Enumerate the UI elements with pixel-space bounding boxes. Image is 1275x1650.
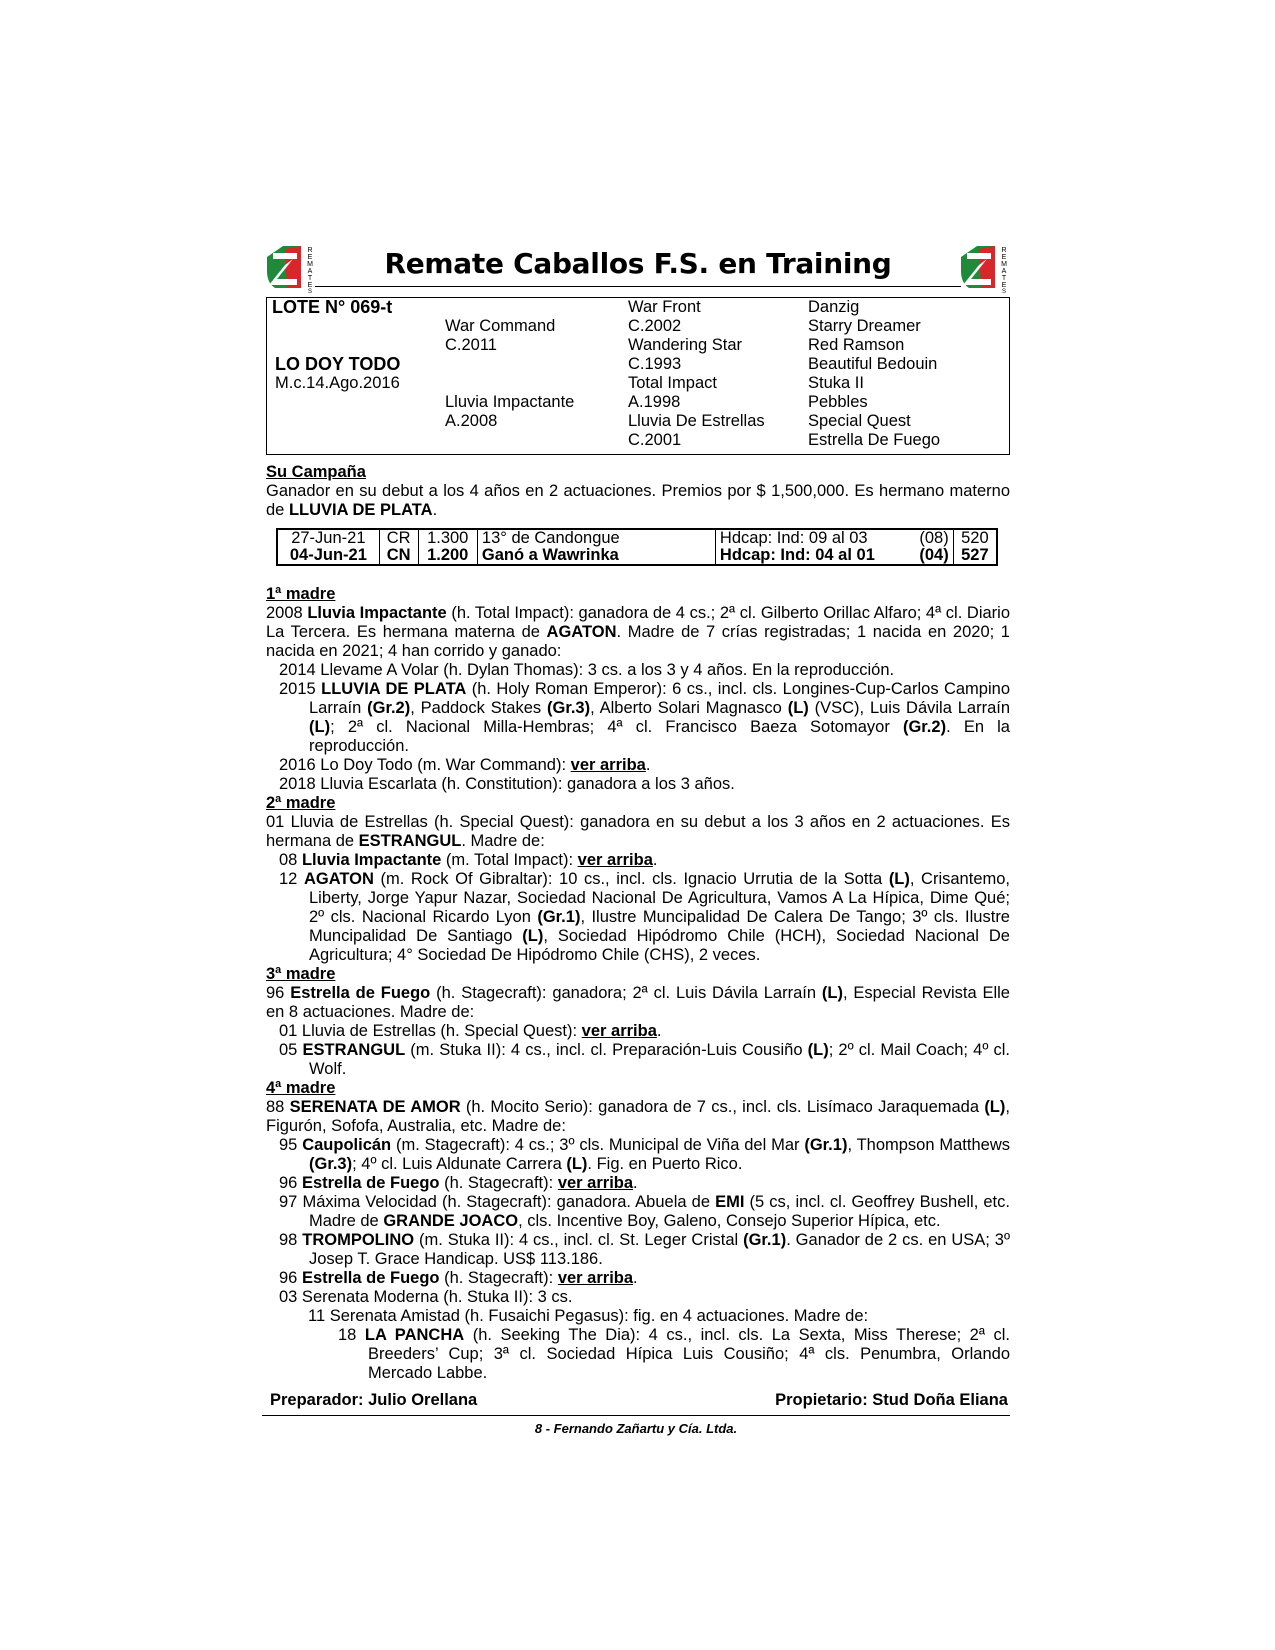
pedigree-cell: Red Ramson: [808, 336, 905, 354]
svg-text:R: R: [1001, 247, 1007, 254]
pedigree-cell: C.1993: [628, 355, 682, 373]
list-item: 2014 Llevame A Volar (h. Dylan Thomas): 3 cs. a los 3 y 4 años. En la reproducción.: [279, 661, 895, 679]
page-header: [265, 243, 1011, 295]
lot-description: [266, 463, 1010, 1383]
pedigree-col-horse: [272, 298, 400, 393]
trainer: Preparador: Julio Orellana: [270, 1391, 478, 1409]
pedigree-cell: C.2001: [628, 431, 682, 449]
pedigree-col-great-grandparents: [808, 298, 940, 450]
svg-text:T: T: [1001, 275, 1007, 282]
list-item: 2016 Lo Doy Todo (m. War Command): ver arriba.: [279, 756, 651, 774]
pedigree-cell: Danzig: [808, 298, 860, 316]
list-item: 05 ESTRANGUL (m. Stuka II): 4 cs., incl. cl. Preparación-Luis Cousiño (L); 2º cl. Mail Coach; 4º cl. Wolf.: [279, 1041, 1010, 1078]
svg-text:S: S: [1001, 289, 1007, 295]
list-item: 08 Lluvia Impactante (m. Total Impact): ver arriba.: [279, 851, 658, 869]
campaign-text: Ganador en su debut a los 4 años en 2 actuaciones. Premios por $ 1,500,000. Es hermano materno de LLUVIA DE PLATA.: [266, 482, 1010, 519]
pedigree-cell: Pebbles: [808, 393, 868, 411]
dam-info: A.2008: [445, 412, 498, 430]
list-item: 98 TROMPOLINO (m. Stuka II): 4 cs., incl. cl. St. Leger Cristal (Gr.1). Ganador de 2 cs. en USA; 3º Josep T. Grace Handicap. US$ 113.186.: [279, 1231, 1010, 1268]
list-item: 12 AGATON (m. Rock Of Gibraltar): 10 cs., incl. cls. Ignacio Urrutia de la Sotta (L), Crisantemo, Liberty, Jorge Yapur Nazar, Sociedad Nacional De Agricultura, Vamos A La Hípica, Dime Qué; 2º cls. Nacional Ricardo Lyon (Gr.1), Ilustre Muncipalidad De Calera De Tango; 3º cls. Ilustre Muncipalidad De Santiago (L), Sociedad Hipódromo Chile (HCH), Sociedad Nacional De Agricultura; 4° Sociedad De Hipódromo Chile (CHS), 2 veces.: [279, 870, 1010, 964]
dam-2-heading: 2ª madre: [266, 794, 336, 812]
list-item: 95 Caupolicán (m. Stagecraft): 4 cs.; 3º cls. Municipal de Viña del Mar (Gr.1), Thompson Matthews (Gr.3); 4º cl. Luis Aldunate Carrera (L). Fig. en Puerto Rico.: [279, 1136, 1010, 1173]
table-row: 04-Jun-21 CN 1.200 Ganó a Wawrinka Hdcap: Ind: 04 al 01 (04) 527: [277, 547, 997, 565]
pedigree-col-grandparents: [628, 298, 765, 450]
svg-text:A: A: [307, 268, 313, 275]
pedigree-cell: Beautiful Bedouin: [808, 355, 938, 373]
svg-text:T: T: [307, 275, 313, 282]
dam-2-intro: 01 Lluvia de Estrellas (h. Special Quest): ganadora en su debut a los 3 años en 2 actuaciones. Es hermana de ESTRANGUL. Madre de:: [266, 813, 1010, 850]
svg-text:R: R: [307, 247, 313, 254]
pedigree-cell: Estrella De Fuego: [808, 431, 941, 449]
ver-arriba-link[interactable]: ver arriba: [570, 756, 646, 774]
svg-text:M: M: [307, 261, 313, 268]
campaign-heading: Su Campaña: [266, 463, 366, 481]
dam-3-heading: 3ª madre: [266, 965, 336, 983]
dam-4-intro: 88 SERENATA DE AMOR (h. Mocito Serio): ganadora de 7 cs., incl. cls. Lisímaco Jaraquemada (L), Figurón, Sofofa, Australia, etc. Madre de:: [266, 1098, 1010, 1135]
remates-logo-right: [959, 243, 1011, 295]
sire-info: C.2011: [445, 336, 497, 354]
campaign-table: [276, 528, 998, 566]
page-footer: 8 - Fernando Zañartu y Cía. Ltda.: [534, 1421, 738, 1436]
footer-rule: [262, 1415, 1010, 1416]
page-title: Remate Caballos F.S. en Training: [384, 247, 892, 280]
svg-text:M: M: [1001, 261, 1007, 268]
remates-logo: [265, 243, 317, 295]
pedigree-cell: Starry Dreamer: [808, 317, 921, 335]
pedigree-cell: C.2002: [628, 317, 682, 335]
footer-credits: [270, 1391, 1008, 1410]
svg-text:A: A: [1001, 268, 1007, 275]
svg-text:E: E: [1001, 254, 1007, 261]
svg-text:E: E: [307, 282, 313, 289]
dam-4-heading: 4ª madre: [266, 1079, 336, 1097]
owner: Propietario: Stud Doña Eliana: [775, 1391, 1008, 1409]
pedigree-box: [266, 297, 1010, 455]
pedigree-cell: Stuka II: [808, 374, 864, 392]
ver-arriba-link[interactable]: ver arriba: [581, 1022, 657, 1040]
sire-name: War Command: [445, 317, 556, 335]
list-item: 18 LA PANCHA (h. Seeking The Dia): 4 cs., incl. cls. La Sexta, Miss Therese; 2ª cl. Breeders’ Cup; 3ª cl. Sociedad Hípica Luis Cousiño; 4ª cls. Penumbra, Orlando Mercado Labbe.: [338, 1326, 1010, 1382]
ver-arriba-link[interactable]: ver arriba: [557, 1174, 634, 1192]
title-rule: [315, 286, 961, 287]
ver-arriba-link[interactable]: ver arriba: [577, 851, 653, 869]
list-item: 03 Serenata Moderna (h. Stuka II): 3 cs.: [279, 1288, 573, 1306]
pedigree-cell: Total Impact: [628, 374, 717, 392]
svg-text:E: E: [1001, 282, 1007, 289]
pedigree-cell: Special Quest: [808, 412, 911, 430]
list-item: 11 Serenata Amistad (h. Fusaichi Pegasus): fig. en 4 actuaciones. Madre de:: [308, 1307, 869, 1325]
pedigree-col-parents: [445, 298, 574, 431]
dam-3-intro: 96 Estrella de Fuego (h. Stagecraft): ganadora; 2ª cl. Luis Dávila Larraín (L), Especial Revista Elle en 8 actuaciones. Madre de:: [266, 984, 1010, 1021]
ver-arriba-link[interactable]: ver arriba: [557, 1269, 634, 1287]
table-row: 27-Jun-21 CR 1.300 13° de Candongue Hdcap: Ind: 09 al 03 (08) 520: [277, 529, 997, 547]
lot-number: LOTE N° 069-t: [272, 297, 393, 317]
horse-name: LO DOY TODO: [275, 354, 401, 374]
list-item: 01 Lluvia de Estrellas (h. Special Quest): ver arriba.: [279, 1022, 662, 1040]
list-item: 96 Estrella de Fuego (h. Stagecraft): ver arriba.: [279, 1174, 638, 1192]
pedigree-cell: A.1998: [628, 393, 681, 411]
list-item: 97 Máxima Velocidad (h. Stagecraft): ganadora. Abuela de EMI (5 cs, incl. cl. Geoffrey Bushell, etc. Madre de GRANDE JOACO, cls. Incentive Boy, Galeno, Consejo Superior Hípica, etc.: [279, 1193, 1010, 1230]
horse-info: M.c.14.Ago.2016: [275, 374, 400, 392]
list-item: 2015 LLUVIA DE PLATA (h. Holy Roman Emperor): 6 cs., incl. cls. Longines-Cup-Carlos Campino Larraín (Gr.2), Paddock Stakes (Gr.3), Alberto Solari Magnasco (L) (VSC), Luis Dávila Larraín (L); 2ª cl. Nacional Milla-Hembras; 4ª cl. Francisco Baeza Sotomayor (Gr.2). En la reproducción.: [279, 680, 1011, 755]
dam-1-intro: 2008 Lluvia Impactante (h. Total Impact): ganadora de 4 cs.; 2ª cl. Gilberto Orillac Alfaro; 4ª cl. Diario La Tercera. Es hermana materna de AGATON. Madre de 7 crías registradas; 1 nacida en 2020; 1 nacida en 2021; 4 han corrido y ganado:: [266, 604, 1010, 660]
dam-1-heading: 1ª madre: [266, 585, 336, 603]
svg-text:E: E: [307, 254, 313, 261]
pedigree-cell: War Front: [628, 298, 701, 316]
list-item: 2018 Lluvia Escarlata (h. Constitution): ganadora a los 3 años.: [279, 775, 735, 793]
pedigree-cell: Wandering Star: [628, 336, 743, 354]
svg-text:S: S: [307, 289, 313, 295]
list-item: 96 Estrella de Fuego (h. Stagecraft): ver arriba.: [279, 1269, 638, 1287]
pedigree-cell: Lluvia De Estrellas: [628, 412, 765, 430]
dam-name: Lluvia Impactante: [445, 393, 575, 411]
